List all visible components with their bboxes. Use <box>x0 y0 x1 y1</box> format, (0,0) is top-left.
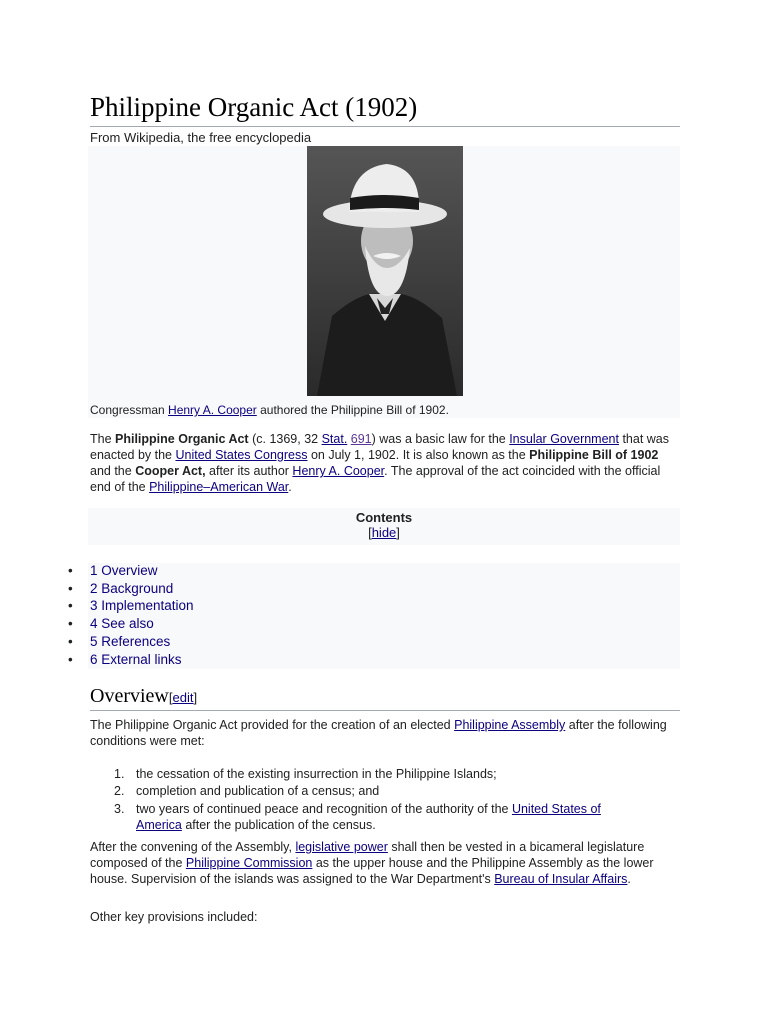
portrait-image[interactable] <box>307 146 463 396</box>
stat-page-link[interactable]: 691 <box>350 432 372 446</box>
list-item: 3. two years of continued peace and recognition of the authority of the United States of America after the publication of the census. <box>114 802 601 832</box>
bullet: • <box>68 634 73 649</box>
stat-link[interactable]: Stat. <box>321 432 348 446</box>
henry-cooper-author-link[interactable]: Henry A. Cooper <box>292 464 385 478</box>
intro-paragraph: The Philippine Organic Act (c. 1369, 32 Stat. 691) was a basic law for the Insular Government that was enacted by the United States Congress on July 1, 1902. It is also known as the Philippine Bill of 1902 and the Cooper Act, after its author Henry A. Cooper. The approval of the act coincided with the official end of the Philippine–American War. <box>90 432 670 494</box>
toc-header: Contents [hide] <box>88 508 680 545</box>
bullet: • <box>68 598 73 613</box>
section-heading-overview: Overview[edit] <box>90 684 680 711</box>
bullet: • <box>68 652 73 667</box>
insular-government-link[interactable]: Insular Government <box>509 432 619 446</box>
overview-paragraph-1: The Philippine Organic Act provided for the creation of an elected Philippine Assembly after the following conditions were met: <box>90 718 667 748</box>
toc-item-see-also[interactable]: • 4 See also <box>68 616 154 631</box>
bureau-insular-affairs-link[interactable]: Bureau of Insular Affairs <box>494 872 628 886</box>
toc-title: Contents <box>355 510 413 525</box>
toc-item-implementation[interactable]: • 3 Implementation <box>68 598 194 613</box>
list-item: 1. the cessation of the existing insurrection in the Philippine Islands; <box>114 767 497 781</box>
toc-item-references[interactable]: • 5 References <box>68 634 171 649</box>
bullet: • <box>68 563 73 578</box>
toc-list <box>68 563 680 669</box>
bullet: • <box>68 616 73 631</box>
toc-hide-link[interactable]: hide <box>371 525 397 540</box>
edit-section-link[interactable]: edit <box>172 690 194 705</box>
list-item: 2. completion and publication of a census; and <box>114 784 380 798</box>
overview-paragraph-2: After the convening of the Assembly, legislative power shall then be vested in a bicameral legislature composed of the Philippine Commission as the upper house and the Philippine Assembly as the lower house. Supervision of the islands was assigned to the War Department's Bureau of Insular Affairs. <box>90 840 654 886</box>
philippine-assembly-link[interactable]: Philippine Assembly <box>454 718 566 732</box>
infobox-caption: Congressman Henry A. Cooper authored the Philippine Bill of 1902. <box>90 403 449 417</box>
philippine-american-war-link[interactable]: Philippine–American War <box>149 480 289 494</box>
toc-item-overview[interactable]: • 1 Overview <box>68 563 158 578</box>
page-title: Philippine Organic Act (1902) <box>90 90 680 127</box>
toc-item-external-links[interactable]: • 6 External links <box>68 652 182 667</box>
bullet: • <box>68 581 73 596</box>
philippine-commission-link[interactable]: Philippine Commission <box>185 856 313 870</box>
legislative-power-link[interactable]: legislative power <box>295 840 388 854</box>
usa-link[interactable]: United States of America <box>136 802 601 832</box>
overview-paragraph-3: Other key provisions included: <box>90 910 258 924</box>
toc-item-background[interactable]: • 2 Background <box>68 581 174 596</box>
henry-cooper-link[interactable]: Henry A. Cooper <box>168 403 257 417</box>
tagline: From Wikipedia, the free encyclopedia <box>90 130 312 145</box>
us-congress-link[interactable]: United States Congress <box>175 448 308 462</box>
